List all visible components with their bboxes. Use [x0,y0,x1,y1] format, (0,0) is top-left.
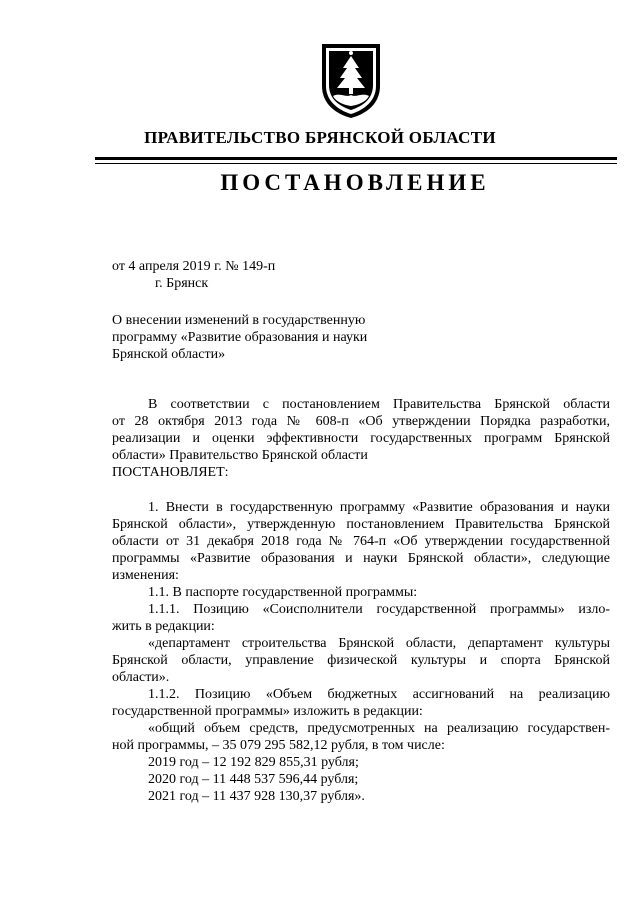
year-line: 2020 год – 11 448 537 596,44 рубля; [148,772,359,787]
item1-line: программы «Развитие образования и науки Брянской области», следующие [112,551,610,566]
document-type-title: ПОСТАНОВЛЕНИЕ [220,170,490,195]
quote2-line: ной программы, – 35 079 295 582,12 рубля, в том числе: [112,738,445,753]
organization-title: ПРАВИТЕЛЬСТВО БРЯНСКОЙ ОБЛАСТИ [144,128,496,147]
header-rule-thin [95,163,617,164]
resolves-label: ПОСТАНОВЛЯЕТ: [112,465,229,480]
item1-1-2-line: государственной программы» изложить в редакции: [112,704,423,719]
date-number-line: от 4 апреля 2019 г. № 149-п [112,259,276,274]
subject-line: О внесении изменений в государственную [112,313,366,328]
preamble-line: от 28 октября 2013 года № 608-п «Об утверждении Порядка разработки, [112,414,610,429]
item1-line: изменения: [112,568,179,583]
item1-line: Брянской области», утвержденную постановлением Правительства Брянской [112,517,610,532]
quote1-line: Брянской области, управление физической культуры и спорта Брянской [112,653,610,668]
item1-line: 1. Внести в государственную программу «Развитие образования и науки [148,500,610,515]
year-line: 2019 год – 12 192 829 855,31 рубля; [148,755,359,770]
header-rule-thick [95,157,617,160]
subject-line: Брянской области» [112,347,226,362]
item1-1-1-line: жить в редакции: [112,619,215,634]
item1-1-1-line: 1.1.1. Позицию «Соисполнители государственной программы» изло- [148,602,610,617]
city-line: г. Брянск [155,276,209,291]
subject-line: программу «Развитие образования и науки [112,330,368,345]
coat-of-arms-icon [320,42,382,120]
quote1-line: «департамент строительства Брянской области, департамент культуры [148,636,610,651]
item1-1-2-line: 1.1.2. Позицию «Объем бюджетных ассигнований на реализацию [148,687,610,702]
item1-line: области от 31 декабря 2018 года № 764-п «Об утверждении государственной [112,534,610,549]
quote2-line: «общий объем средств, предусмотренных на реализацию государствен- [148,721,610,736]
preamble-line: В соответствии с постановлением Правительства Брянской области [148,397,610,412]
year-line: 2021 год – 11 437 928 130,37 рубля». [148,789,365,804]
quote1-line: области». [112,670,170,685]
item1-1-line: 1.1. В паспорте государственной программы: [148,585,418,600]
preamble-line: области» Правительство Брянской области [112,448,368,463]
preamble-line: реализации и оценки эффективности государственных программ Брянской [112,431,610,446]
